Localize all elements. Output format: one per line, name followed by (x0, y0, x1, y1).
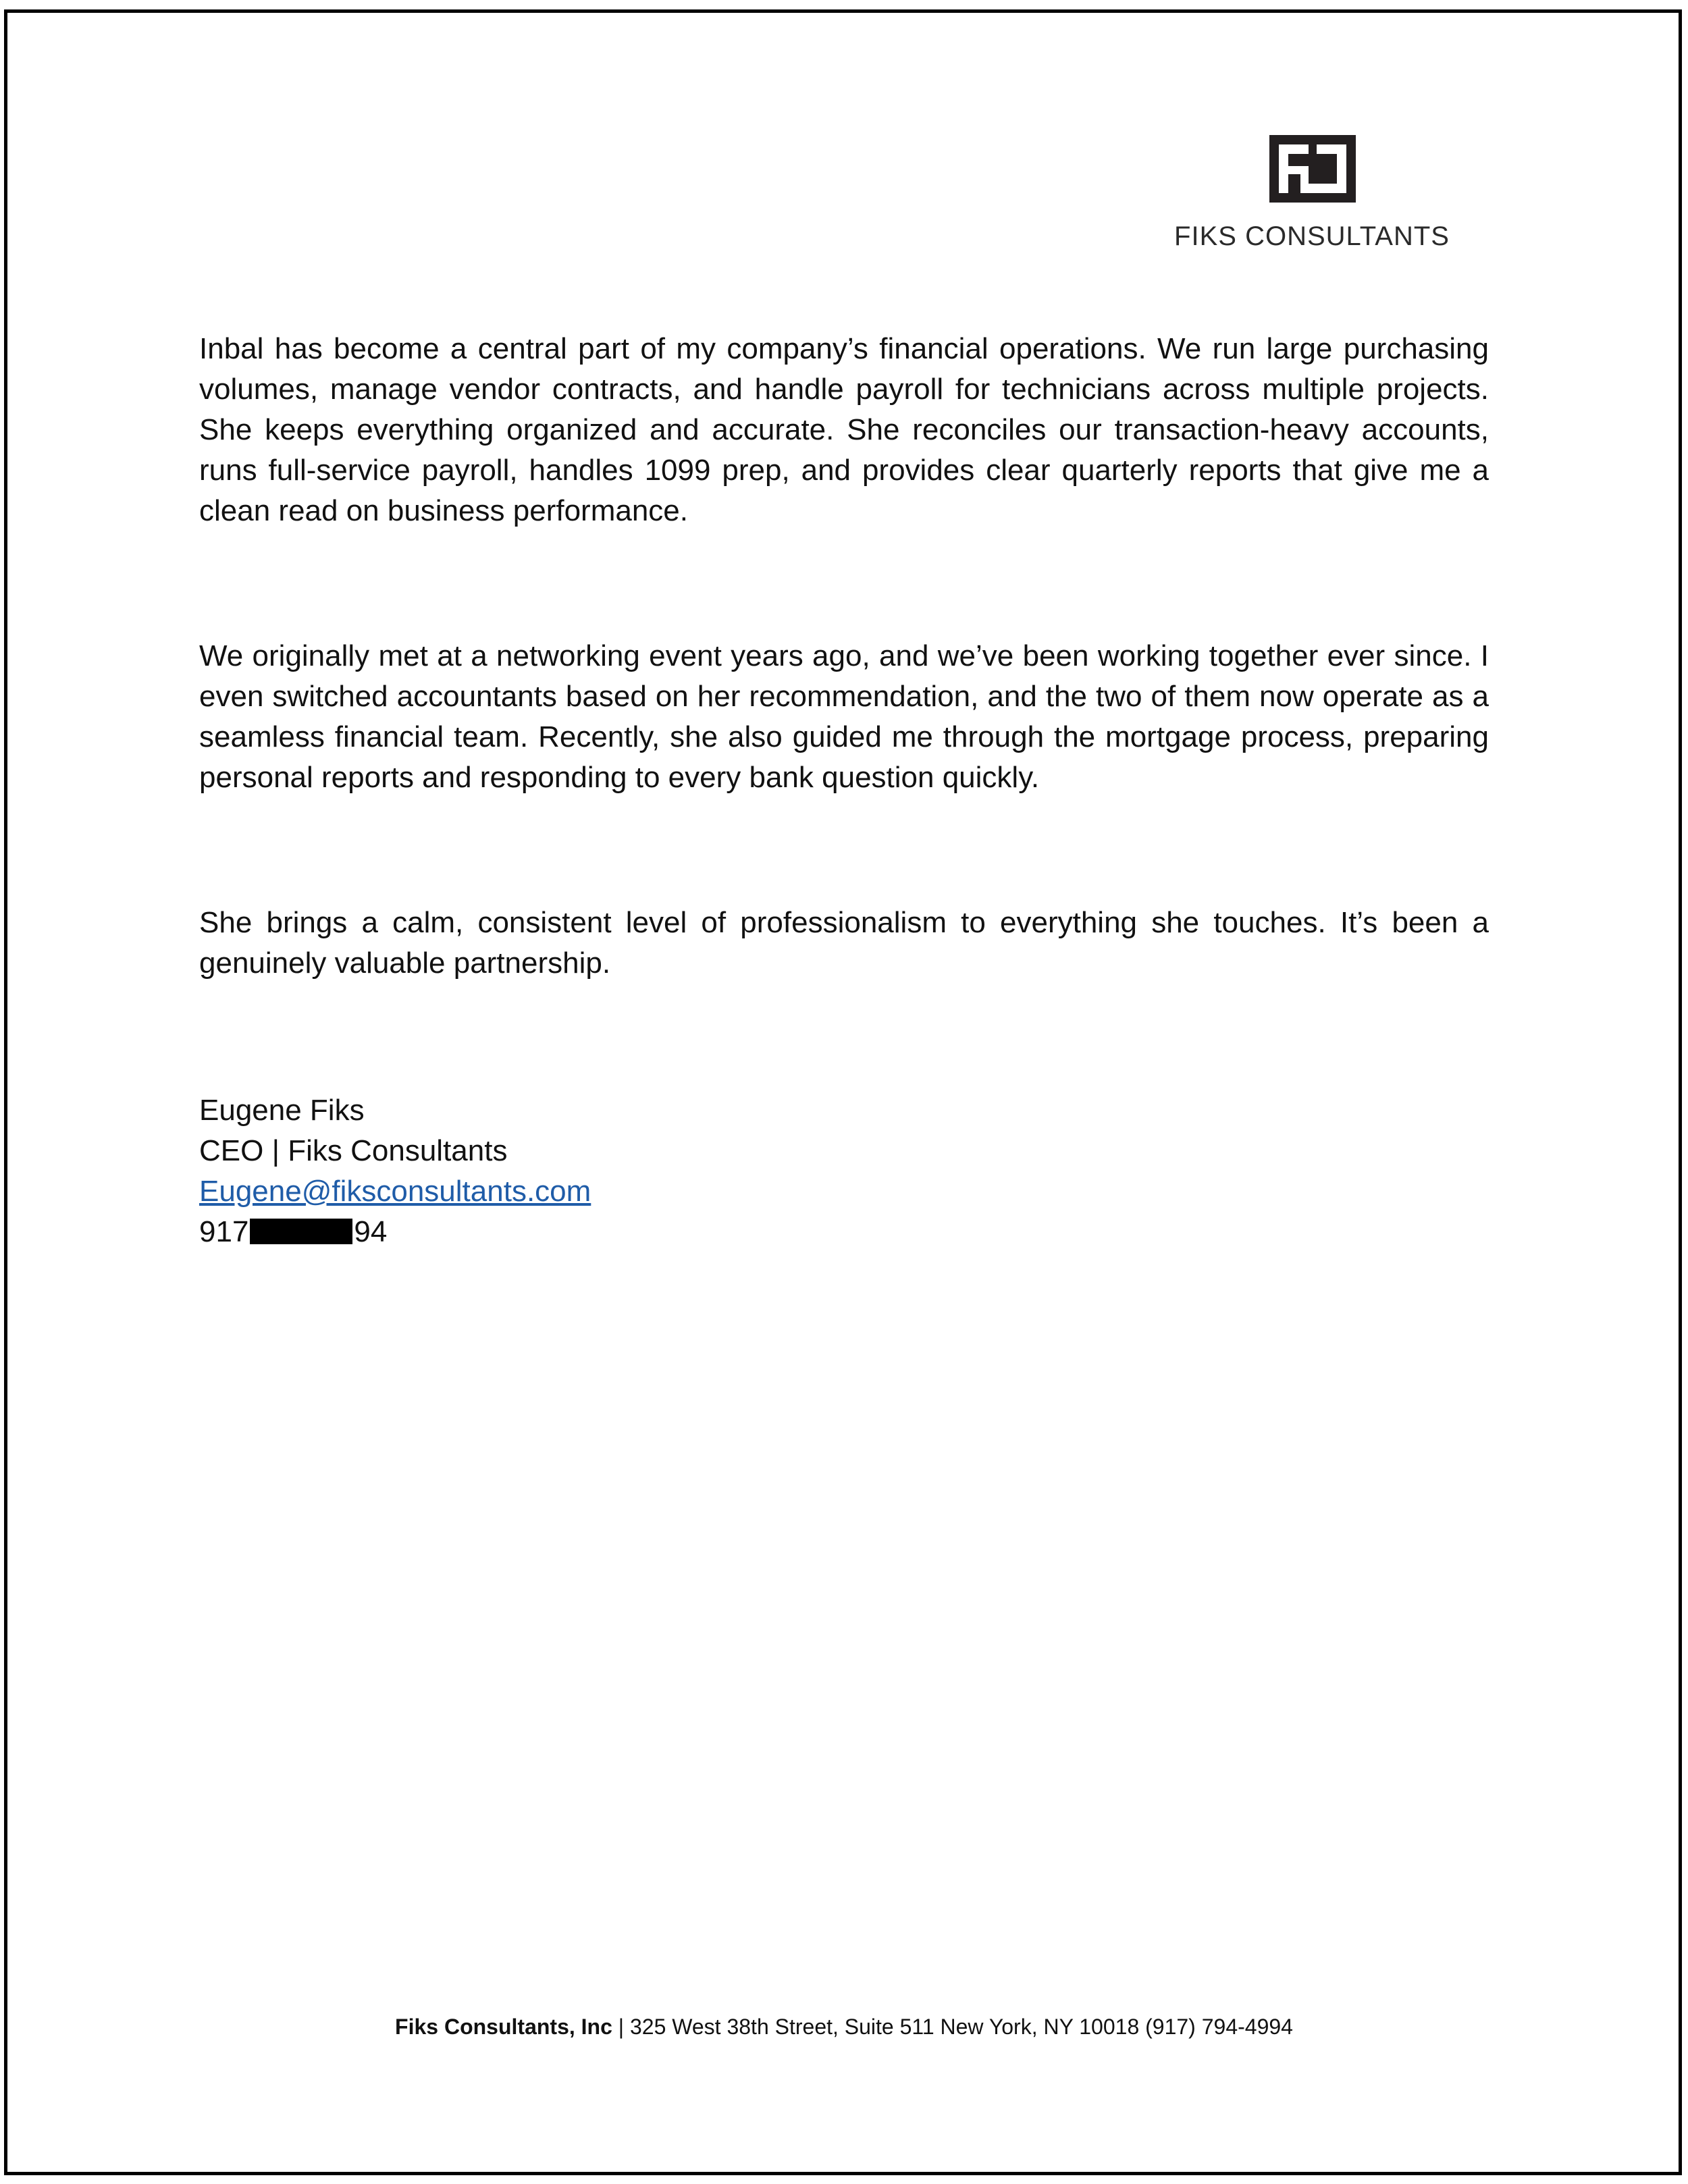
signer-title: CEO | Fiks Consultants (199, 1134, 508, 1167)
body-paragraph-3: She brings a calm, consistent level of professionalism to everything she touches. It’s been a genuinely valuable partnership. (199, 906, 1489, 980)
letterhead-footer (0, 2012, 1688, 2042)
signature-block (199, 1090, 591, 1252)
fc-monogram-icon (1269, 135, 1356, 203)
footer-address: | 325 West 38th Street, Suite 511 New York, NY 10018 (917) 794-4994 (618, 2015, 1293, 2039)
letter-body (199, 329, 1489, 984)
logo-wordmark: FIKS CONSULTANTS (1174, 221, 1450, 251)
phone-suffix: 94 (354, 1215, 388, 1248)
body-paragraph-1: Inbal has become a central part of my company’s financial operations. We run large purchasing volumes, manage vendor contracts, and handle payroll for technicians across multiple projects. She keeps everything organized and accurate. She reconciles our transaction-heavy accounts, runs full-service payroll, handles 1099 prep, and provides clear quarterly reports that give me a clean read on business performance. (199, 332, 1489, 527)
footer-company-name: Fiks Consultants, Inc (395, 2015, 612, 2039)
signer-name: Eugene Fiks (199, 1094, 365, 1127)
phone-prefix: 917 (199, 1215, 249, 1248)
signer-phone (199, 1212, 591, 1252)
company-logo (1173, 135, 1450, 257)
phone-redaction-bar (250, 1219, 352, 1244)
body-paragraph-2: We originally met at a networking event years ago, and we’ve been working together ever since. I even switched accountants based on her recommendation, and the two of them now operate as a seamless financial team. Recently, she also guided me through the mortgage process, preparing personal reports and responding to every bank question quickly. (199, 639, 1489, 794)
signer-email-link[interactable]: Eugene@fiksconsultants.com (199, 1175, 591, 1208)
